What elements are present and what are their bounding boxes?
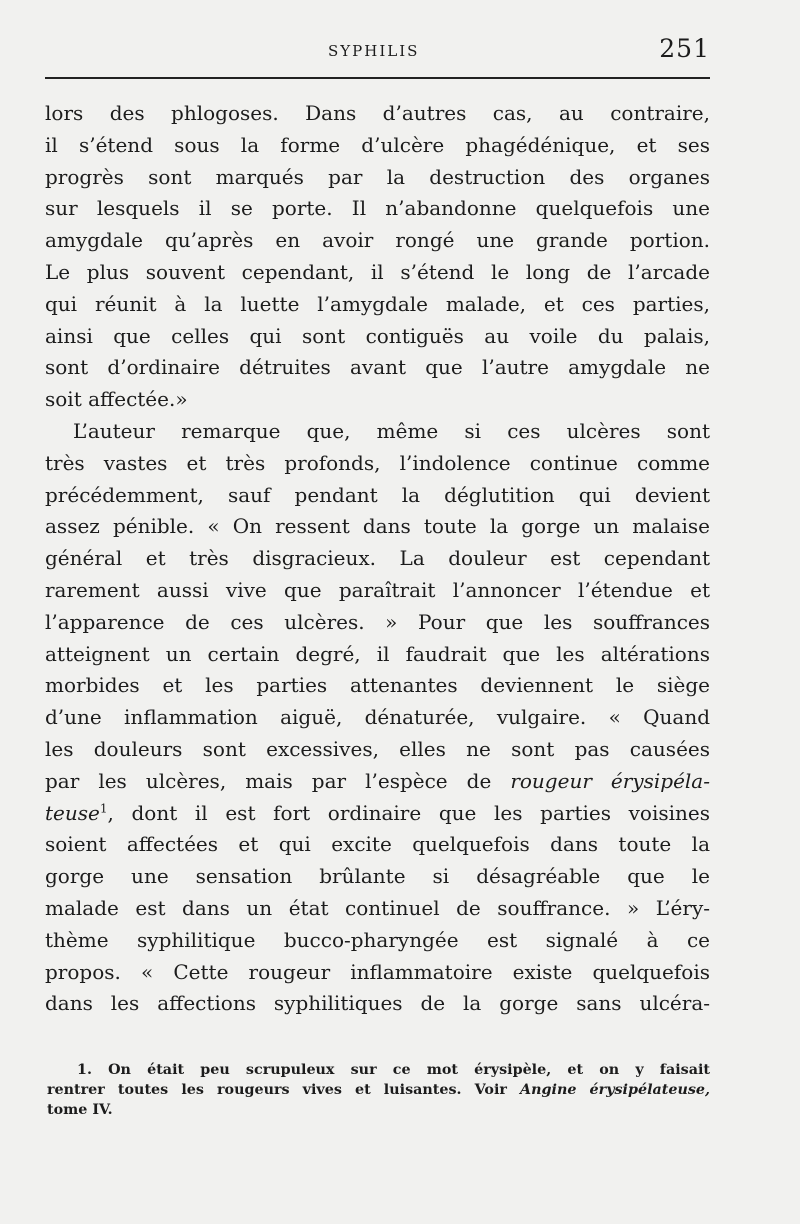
text-line: amygdale qu’après en avoir rongé une grande portion. xyxy=(45,228,710,253)
running-title: SYPHILIS xyxy=(328,42,420,60)
page-number: 251 xyxy=(659,34,710,63)
footnote-line: 1. On était peu scrupuleux sur ce mot érysipèle, et on y faisait xyxy=(77,1062,710,1078)
text-line: progrès sont marqués par la destruction des organes xyxy=(45,164,710,189)
text-line: thème syphilitique bucco-pharyngée est signalé à ce xyxy=(45,927,710,952)
footnote-text: rentrer toutes les rougeurs vives et luisantes. Voir xyxy=(47,1082,507,1098)
header-rule xyxy=(45,77,710,79)
text-line: sur lesquels il se porte. Il n’abandonne quelquefois une xyxy=(45,196,710,221)
text-line: lors des phlogoses. Dans d’autres cas, au contraire, xyxy=(45,101,710,125)
text-line: qui réunit à la luette l’amygdale malade, et ces parties, xyxy=(45,291,710,316)
italic-term: teuse xyxy=(45,800,100,825)
text-line: assez pénible. « On ressent dans toute la gorge un malaise xyxy=(45,514,710,539)
text-line: ainsi que celles qui sont contiguës au voile du palais, xyxy=(45,323,710,348)
text-line: morbides et les parties attenantes deviennent le siège xyxy=(45,673,710,698)
footnote-line xyxy=(47,1080,710,1100)
page-header xyxy=(45,32,710,72)
text-line: rarement aussi vive que paraîtrait l’annoncer l’étendue et xyxy=(45,577,710,602)
text-line-with-italic xyxy=(45,766,710,798)
paragraph-start-line: L’auteur remarque que, même si ces ulcères sont xyxy=(73,418,710,443)
text-line: il s’étend sous la forme d’ulcère phagédénique, et ses xyxy=(45,132,710,157)
text-line: atteignent un certain degré, il faudrait que les altérations xyxy=(45,641,710,666)
text-line: soient affectées et qui excite quelquefois dans toute la xyxy=(45,832,710,857)
text-line: Le plus souvent cependant, il s’étend le long de l’arcade xyxy=(45,259,710,284)
text-line: général et très disgracieux. La douleur est cependant xyxy=(45,546,710,571)
text-line: d’une inflammation aiguë, dénaturée, vulgaire. « Quand xyxy=(45,705,710,730)
italic-term: rougeur érysipéla- xyxy=(510,768,710,793)
footnote-ref: 1 xyxy=(99,800,108,815)
footnote xyxy=(47,1060,710,1120)
text-line: dans les affections syphilitiques de la gorge sans ulcéra- xyxy=(45,991,710,1016)
text-line: les douleurs sont excessives, elles ne sont pas causées xyxy=(45,736,710,761)
text-segment: par les ulcères, mais par l’espèce de xyxy=(45,768,492,793)
footnote-reference-title: Angine érysipélateuse, xyxy=(520,1082,710,1098)
footnote-line: tome IV. xyxy=(47,1102,113,1118)
body-text xyxy=(45,98,710,1020)
text-line: soit affectée.» xyxy=(45,387,188,412)
text-line-with-footnote-ref xyxy=(45,798,710,830)
text-segment: , dont il est fort ordinaire que les parties voisines xyxy=(107,800,710,825)
text-line: sont d’ordinaire détruites avant que l’autre amygdale ne xyxy=(45,355,710,380)
text-line: très vastes et très profonds, l’indolence continue comme xyxy=(45,450,710,475)
text-line: gorge une sensation brûlante si désagréable que le xyxy=(45,864,710,889)
text-line: précédemment, sauf pendant la déglutition qui devient xyxy=(45,482,710,507)
text-line: propos. « Cette rougeur inflammatoire existe quelquefois xyxy=(45,959,710,984)
text-line: malade est dans un état continuel de souffrance. » L’éry- xyxy=(45,895,710,920)
text-line: l’apparence de ces ulcères. » Pour que les souffrances xyxy=(45,609,710,634)
